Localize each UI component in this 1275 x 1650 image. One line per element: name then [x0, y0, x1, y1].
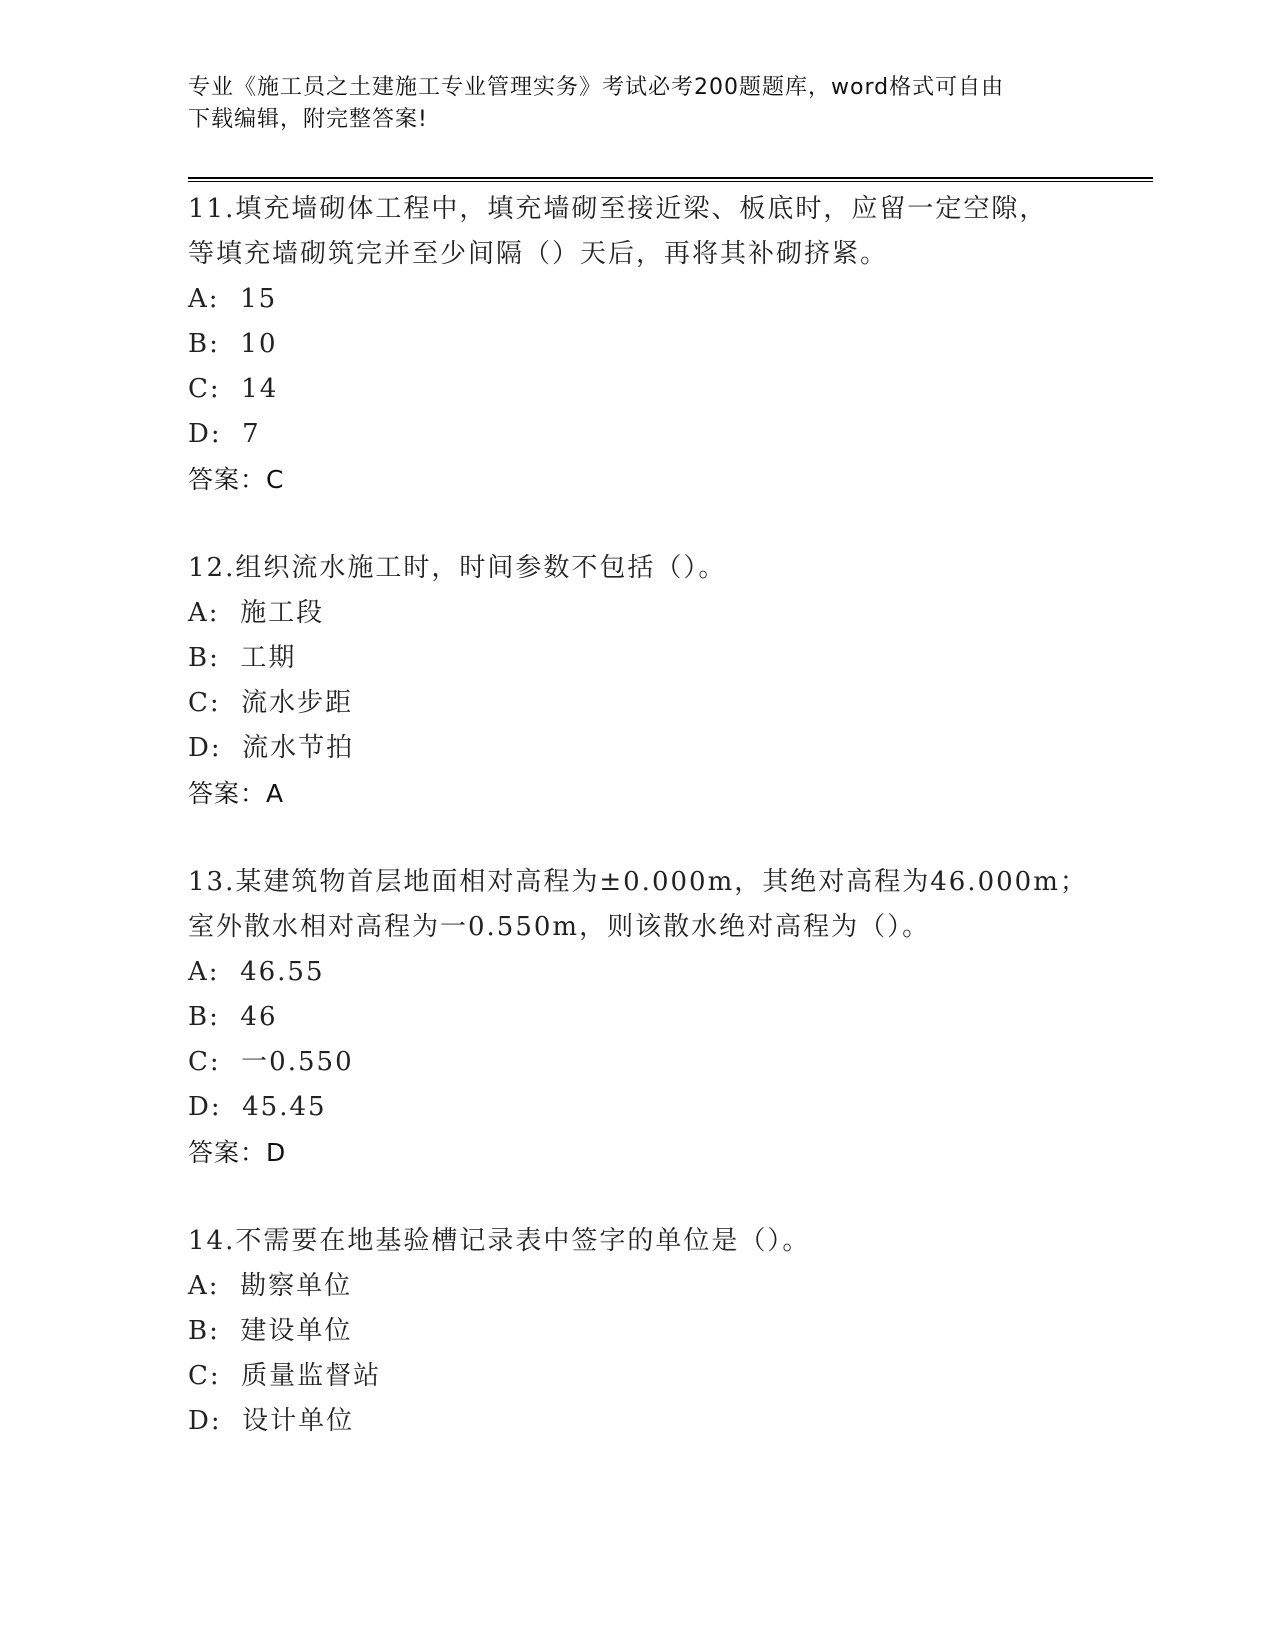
option-c: C: 质量监督站	[188, 1361, 382, 1391]
question-stem-line: 等填充墙砌筑完并至少间隔（）天后，再将其补砌挤紧。	[188, 239, 889, 269]
option-b: B: 10	[188, 329, 278, 359]
header-divider-thin	[188, 181, 1153, 182]
question-stem-line: 14.不需要在地基验槽记录表中签字的单位是（）。	[188, 1226, 811, 1256]
header-line-1: 专业《施工员之土建施工专业管理实务》考试必考200题题库，word格式可自由	[188, 75, 1005, 100]
option-d: D: 设计单位	[188, 1406, 355, 1436]
answer-line: 答案：D	[188, 1138, 287, 1167]
option-d: D: 7	[188, 419, 261, 449]
option-d: D: 45.45	[188, 1092, 327, 1122]
option-a: A: 46.55	[188, 957, 325, 987]
option-b: B: 46	[188, 1002, 278, 1032]
question-stem-line: 13.某建筑物首层地面相对高程为±0.000m，其绝对高程为46.000m；	[188, 867, 1088, 897]
question-stem-line: 室外散水相对高程为一0.550m，则该散水绝对高程为（）。	[188, 912, 931, 942]
answer-line: 答案：C	[188, 465, 285, 494]
option-c: C: 流水步距	[188, 688, 354, 718]
option-c: C: 一0.550	[188, 1047, 354, 1077]
question-13	[188, 860, 1088, 1175]
question-12	[188, 546, 1088, 816]
question-14	[188, 1219, 1088, 1444]
question-stem-line: 11.填充墙砌体工程中，填充墙砌至接近梁、板底时，应留一定空隙，	[188, 194, 1048, 224]
option-b: B: 工期	[188, 643, 297, 673]
header-line-2: 下载编辑，附完整答案!	[188, 107, 428, 132]
header-divider-thick	[188, 177, 1153, 179]
document-header	[188, 72, 1088, 136]
option-c: C: 14	[188, 374, 279, 404]
option-b: B: 建设单位	[188, 1316, 353, 1346]
option-a: A: 15	[188, 284, 278, 314]
question-stem-line: 12.组织流水施工时，时间参数不包括（）。	[188, 553, 727, 583]
option-a: A: 施工段	[188, 598, 325, 628]
question-11	[188, 187, 1088, 502]
option-a: A: 勘察单位	[188, 1271, 353, 1301]
answer-line: 答案：A	[188, 779, 285, 808]
option-d: D: 流水节拍	[188, 733, 355, 763]
